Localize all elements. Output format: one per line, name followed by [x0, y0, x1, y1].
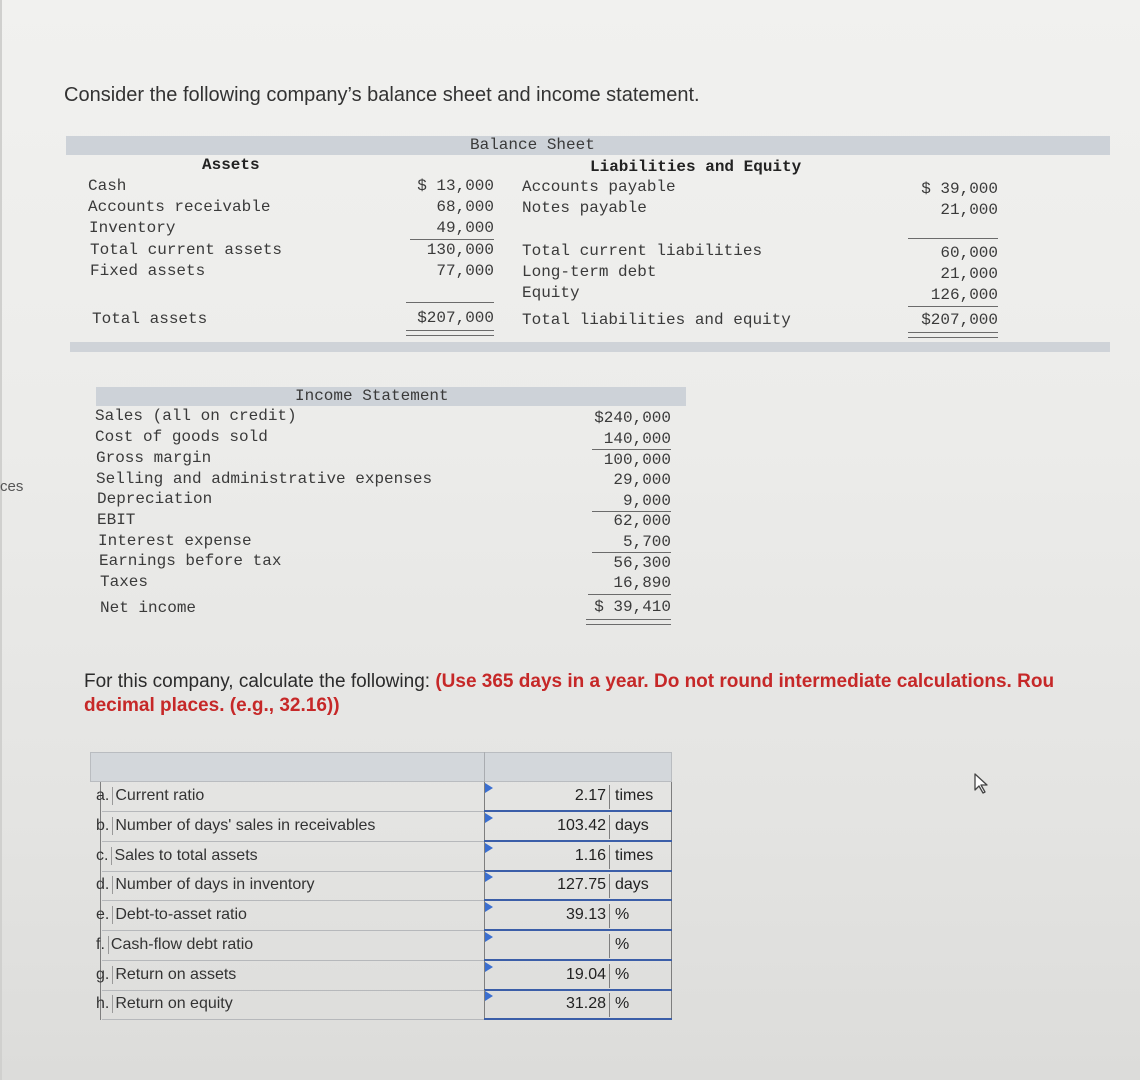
unit-divider	[609, 815, 610, 839]
answer-unit: days	[615, 876, 649, 894]
balance-sheet-footer-bar	[70, 342, 1110, 352]
answer-input[interactable]: 127.75	[557, 876, 606, 894]
question-instruction-line1: (Use 365 days in a year. Do not round intermediate calculations. Rou	[435, 671, 1055, 692]
underline	[410, 239, 494, 240]
liability-value: 21,000	[940, 265, 998, 283]
asset-value: 130,000	[426, 241, 494, 259]
unit-divider	[609, 874, 610, 898]
problem-intro: Consider the following company’s balance sheet and income statement.	[64, 84, 700, 106]
balance-sheet-title: Balance Sheet	[470, 136, 595, 154]
answer-label	[96, 936, 253, 954]
answer-label	[96, 995, 233, 1013]
unit-divider	[609, 785, 610, 809]
answer-unit: times	[615, 846, 654, 864]
answer-letter: f.	[96, 936, 109, 954]
answer-row	[90, 871, 672, 901]
double-underline	[406, 330, 494, 336]
asset-label: Accounts receivable	[88, 198, 271, 216]
answer-label	[96, 966, 236, 984]
answer-label-text: Sales to total assets	[114, 846, 258, 864]
question-prompt	[84, 670, 1054, 718]
answer-letter: e.	[96, 906, 113, 924]
unit-divider	[609, 934, 610, 958]
liability-label: Long-term debt	[522, 263, 657, 281]
answer-label-text: Cash-flow debt ratio	[110, 935, 254, 953]
income-label: Depreciation	[97, 490, 213, 508]
underline	[908, 306, 998, 307]
sidebar-edge	[0, 0, 2, 1080]
answer-row	[90, 931, 672, 961]
answer-row	[90, 961, 672, 991]
question-instruction-line2: decimal places. (e.g., 32.16))	[84, 695, 340, 716]
answer-letter: b.	[96, 817, 113, 835]
answer-input[interactable]: 2.17	[574, 787, 606, 804]
answer-input[interactable]: 31.28	[565, 995, 606, 1013]
income-value: 100,000	[603, 451, 671, 469]
liability-value: 126,000	[930, 286, 998, 304]
answer-row	[90, 812, 672, 842]
liability-label: Total current liabilities	[522, 242, 763, 260]
asset-value: 77,000	[436, 262, 494, 280]
answer-label-text: Number of days in inventory	[115, 876, 315, 894]
answer-unit: %	[615, 935, 630, 953]
total-liabilities-value: $207,000	[921, 311, 998, 329]
answer-input[interactable]: 39.13	[565, 906, 606, 923]
input-marker-icon	[485, 843, 493, 853]
asset-label: Total current assets	[90, 241, 283, 259]
answer-input[interactable]: 1.16	[574, 846, 606, 864]
unit-divider	[609, 993, 610, 1017]
answer-label	[96, 906, 247, 924]
answer-input[interactable]: 103.42	[557, 816, 606, 834]
answer-letter: g.	[96, 966, 113, 984]
answer-row	[90, 782, 672, 812]
total-assets-value: $207,000	[417, 309, 494, 327]
answer-unit: %	[615, 995, 630, 1013]
input-marker-icon	[485, 962, 493, 972]
income-label: Taxes	[100, 573, 149, 591]
input-marker-icon	[485, 872, 493, 882]
income-statement-title: Income Statement	[295, 387, 449, 405]
underline	[406, 302, 494, 303]
asset-value: 49,000	[436, 219, 494, 237]
answer-letter: a.	[96, 787, 113, 805]
liability-label: Notes payable	[522, 199, 647, 217]
input-marker-icon	[485, 932, 493, 942]
answer-label-text: Current ratio	[115, 787, 205, 804]
net-income-value: $ 39,410	[594, 598, 671, 616]
income-value: 9,000	[622, 492, 671, 510]
asset-label: Fixed assets	[90, 262, 206, 280]
answer-row	[90, 842, 672, 872]
unit-divider	[609, 845, 610, 869]
input-marker-icon	[485, 813, 493, 823]
answer-label-text: Debt-to-asset ratio	[115, 906, 247, 923]
double-underline	[908, 332, 998, 338]
answer-unit: days	[615, 816, 649, 834]
asset-value: $ 13,000	[417, 177, 494, 195]
underline	[908, 238, 998, 239]
answer-unit: %	[615, 965, 630, 983]
liability-value: $ 39,000	[921, 180, 998, 198]
income-label: Interest expense	[98, 532, 252, 550]
sidebar-label-fragment[interactable]: ces	[0, 478, 24, 495]
answer-label	[96, 787, 204, 805]
total-assets-label: Total assets	[92, 310, 208, 328]
double-underline	[586, 619, 671, 625]
answer-table-header	[90, 752, 672, 782]
header-divider	[484, 752, 485, 782]
assets-header: Assets	[202, 156, 260, 174]
answer-table	[90, 752, 672, 1020]
underline	[588, 594, 671, 595]
underline	[592, 552, 671, 553]
question-prefix: For this company, calculate the following:	[84, 671, 436, 692]
answer-label-text: Return on equity	[115, 995, 233, 1013]
income-value: $240,000	[594, 409, 671, 427]
answer-row	[90, 901, 672, 931]
income-value: 29,000	[613, 471, 671, 489]
asset-label: Inventory	[89, 219, 176, 237]
income-value: 56,300	[613, 554, 671, 572]
answer-input[interactable]: 19.04	[565, 965, 606, 983]
income-label: Gross margin	[96, 449, 212, 467]
income-label: Selling and administrative expenses	[96, 470, 433, 488]
asset-label: Cash	[88, 177, 127, 195]
input-marker-icon	[485, 991, 493, 1001]
liability-label: Accounts payable	[522, 178, 676, 196]
answer-letter: c.	[96, 847, 112, 865]
unit-divider	[609, 904, 610, 928]
income-value: 62,000	[613, 512, 671, 530]
total-liabilities-label: Total liabilities and equity	[522, 311, 791, 329]
liability-value: 60,000	[940, 244, 998, 262]
answer-letter: d.	[96, 876, 113, 894]
answer-label	[96, 876, 315, 894]
mouse-pointer-icon	[972, 772, 994, 796]
asset-value: 68,000	[436, 198, 494, 216]
liabilities-header: Liabilities and Equity	[590, 158, 802, 176]
answer-unit: %	[615, 906, 630, 923]
income-value: 16,890	[613, 574, 671, 592]
net-income-label: Net income	[100, 599, 197, 617]
liability-label: Equity	[522, 284, 580, 302]
income-value: 5,700	[622, 533, 671, 551]
input-marker-icon	[485, 783, 493, 793]
underline	[592, 449, 671, 450]
answer-label-text: Number of days' sales in receivables	[115, 816, 376, 834]
income-label: Earnings before tax	[99, 552, 282, 570]
income-label: Cost of goods sold	[95, 428, 268, 446]
liability-value: 21,000	[940, 201, 998, 219]
answer-label	[96, 817, 375, 835]
answer-label	[96, 847, 258, 865]
input-underline	[484, 1018, 672, 1020]
answer-label-text: Return on assets	[115, 965, 237, 983]
answer-unit: times	[615, 787, 654, 804]
income-label: Sales (all on credit)	[95, 407, 297, 425]
unit-divider	[609, 964, 610, 988]
input-marker-icon	[485, 902, 493, 912]
answer-letter: h.	[96, 995, 113, 1013]
income-label: EBIT	[97, 511, 136, 529]
answer-row	[90, 990, 672, 1020]
income-value: 140,000	[603, 430, 671, 448]
